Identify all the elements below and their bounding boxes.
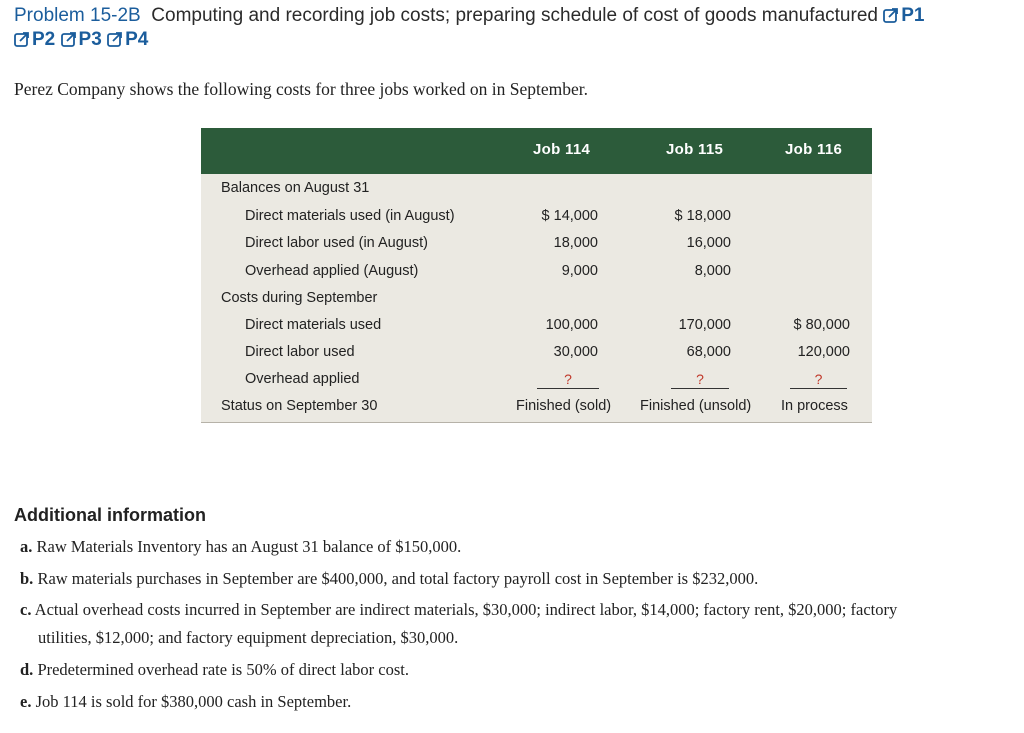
row-label: Overhead applied	[245, 371, 360, 387]
cell-value: 16,000	[686, 235, 731, 251]
col-job-116: Job 116	[785, 141, 843, 158]
intro-text: Perez Company shows the following costs for three jobs worked on in September.	[14, 79, 588, 99]
status-value: Finished (sold)	[516, 398, 612, 414]
problem-header	[14, 4, 1014, 52]
problem-number: Problem 15-2B	[14, 5, 141, 26]
lo-link-p3[interactable]: P3	[61, 29, 102, 50]
unknown-value: ?	[537, 371, 599, 389]
lo-link-p2[interactable]: P2	[14, 29, 55, 50]
lo-link-p4[interactable]: P4	[107, 29, 148, 50]
status-value: Finished (unsold)	[640, 398, 752, 414]
cell-value: 100,000	[545, 317, 598, 333]
lo-link-p1[interactable]: P1	[883, 5, 924, 26]
job-cost-table	[201, 128, 872, 423]
section-label: Balances on August 31	[221, 180, 370, 196]
cell-value: 120,000	[797, 344, 850, 360]
external-link-icon	[107, 31, 123, 47]
table-header	[201, 128, 872, 174]
section-label: Costs during September	[221, 290, 378, 306]
cell-value: 170,000	[678, 317, 731, 333]
problem-title: Computing and recording job costs; preparing schedule of cost of goods manufactured	[151, 5, 878, 26]
cell-value: 18,000	[553, 235, 598, 251]
row-label: Status on September 30	[221, 398, 378, 414]
col-job-115: Job 115	[666, 141, 724, 158]
info-item-b: b. Raw materials purchases in September are $400,000, and total factory payroll cost in September is $232,000.	[20, 569, 759, 588]
external-link-icon	[883, 7, 899, 23]
external-link-icon	[61, 31, 77, 47]
cell-value: $ 14,000	[541, 208, 598, 224]
info-item-a: a. Raw Materials Inventory has an August 31 balance of $150,000.	[20, 537, 462, 556]
row-label: Direct materials used	[245, 317, 382, 333]
row-label: Direct materials used (in August)	[245, 208, 455, 224]
unknown-value: ?	[790, 371, 847, 389]
info-item-d: d. Predetermined overhead rate is 50% of direct labor cost.	[20, 660, 410, 679]
cell-value: 30,000	[553, 344, 598, 360]
status-value: In process	[781, 398, 848, 414]
cell-value: 68,000	[686, 344, 731, 360]
cell-value: 9,000	[561, 263, 598, 279]
row-label: Direct labor used (in August)	[245, 235, 428, 251]
additional-info-title: Additional information	[14, 505, 206, 525]
col-job-114: Job 114	[533, 141, 591, 158]
row-label: Overhead applied (August)	[245, 263, 419, 279]
row-label: Direct labor used	[245, 344, 355, 360]
external-link-icon	[14, 31, 30, 47]
info-item-c: c. Actual overhead costs incurred in September are indirect materials, $30,000; indirect labor, $14,000; factory rent, $20,000; factory utilities, $12,000; and factory equipment depreciation, $30,000.	[20, 600, 898, 647]
info-item-e: e. Job 114 is sold for $380,000 cash in September.	[20, 692, 352, 711]
cell-value: $ 80,000	[793, 317, 850, 333]
cell-value: $ 18,000	[674, 208, 731, 224]
cell-value: 8,000	[694, 263, 731, 279]
unknown-value: ?	[671, 371, 729, 389]
